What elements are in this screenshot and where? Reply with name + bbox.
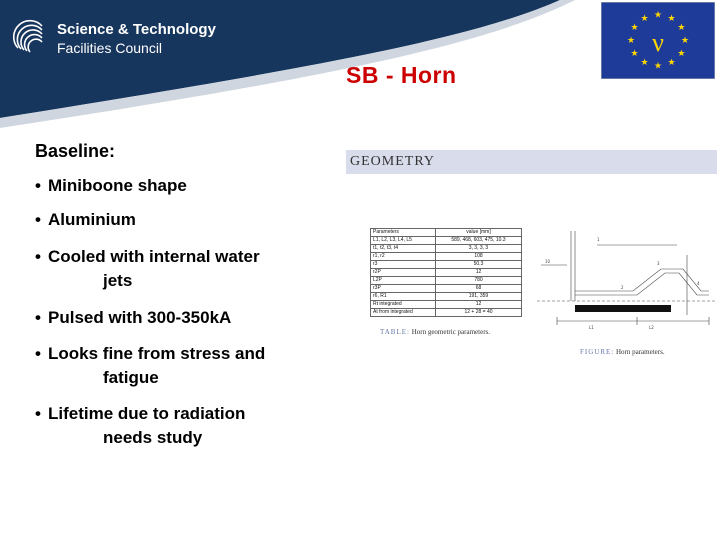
- star-icon: ★: [630, 47, 639, 58]
- bullet-text: Cooled with internal water: [48, 247, 260, 266]
- figure-caption-text: Horn parameters.: [615, 348, 665, 356]
- svg-text:L2: L2: [649, 325, 654, 330]
- table-cell-value: 50.3: [435, 261, 521, 269]
- table-row: [371, 285, 522, 293]
- table-row: [371, 301, 522, 309]
- star-icon: ★: [626, 35, 636, 45]
- horn-geometry-diagram: [537, 225, 715, 335]
- table-row: [371, 261, 522, 269]
- org-name-line1: Science & Technology: [57, 21, 216, 38]
- table-cell-value: 3, 3, 3, 3: [435, 245, 521, 253]
- table-row: [371, 277, 522, 285]
- table-cell-value: 12: [435, 301, 521, 309]
- bullet-text-continued: jets: [103, 271, 133, 290]
- bullet-item: [35, 245, 350, 293]
- svg-text:1: 1: [597, 237, 600, 242]
- bullet-text-continued: needs study: [103, 428, 203, 447]
- org-name-line2: Facilities Council: [57, 40, 163, 56]
- table-cell-parameter: t1, t2, t3, t4: [371, 245, 436, 253]
- svg-text:4: 4: [697, 281, 700, 286]
- star-icon: ★: [630, 22, 639, 33]
- table-cell-parameter: r3P: [371, 285, 436, 293]
- table-cell-value: 12 + 28 = 40: [435, 309, 521, 317]
- table-cell-value: 68: [435, 285, 521, 293]
- bullet-dot-icon: •: [35, 247, 41, 266]
- bullet-item: [35, 306, 350, 330]
- svg-text:2: 2: [621, 285, 624, 290]
- table-cell-parameter: Parameters: [371, 229, 436, 237]
- table-cell-parameter: Rt integrated: [371, 301, 436, 309]
- table-cell-value: 589, 468, 603, 475, 10.3: [435, 237, 521, 245]
- stfc-logo-icon: [12, 18, 52, 58]
- table-cell-value: 108: [435, 253, 521, 261]
- star-icon: ★: [640, 57, 649, 68]
- table-cell-value: 191, 359: [435, 293, 521, 301]
- neutrino-symbol: ν: [652, 28, 664, 57]
- bullet-dot-icon: •: [35, 404, 41, 423]
- table-cell-value: 12: [435, 269, 521, 277]
- star-icon: ★: [667, 57, 676, 68]
- table-cell-parameter: L2P: [371, 277, 436, 285]
- bullet-dot-icon: •: [35, 344, 41, 363]
- figure-caption: [580, 348, 665, 356]
- baseline-heading: Baseline:: [35, 141, 116, 161]
- table-caption-label: TABLE:: [380, 328, 410, 336]
- bullet-item: [35, 342, 350, 390]
- geometry-table: [370, 228, 522, 317]
- slide-title: SB - Horn: [346, 62, 457, 88]
- bullet-text: Looks fine from stress and: [48, 344, 266, 363]
- table-cell-parameter: r2P: [371, 269, 436, 277]
- bullet-item: [35, 402, 350, 450]
- table-row: [371, 253, 522, 261]
- svg-text:L1: L1: [589, 325, 594, 330]
- geometry-heading: GEOMETRY: [350, 154, 435, 169]
- eu-flag-logo: [601, 2, 715, 79]
- table-cell-value: value [mm]: [435, 229, 521, 237]
- bullet-text: Aluminium: [48, 210, 136, 229]
- table-cell-value: 780: [435, 277, 521, 285]
- table-caption-text: Horn geometric parameters.: [411, 328, 491, 336]
- star-icon: ★: [667, 12, 676, 23]
- star-icon: ★: [653, 60, 663, 71]
- bullet-dot-icon: •: [35, 308, 41, 327]
- table-row: [371, 309, 522, 317]
- table-cell-parameter: r6, R1: [371, 293, 436, 301]
- table-row: [371, 229, 522, 237]
- geometry-header-bar: [346, 150, 717, 174]
- org-name: [57, 20, 216, 58]
- table-caption: [380, 328, 490, 336]
- star-icon: ★: [680, 35, 690, 45]
- bullet-text: Pulsed with 300-350kA: [48, 308, 232, 327]
- table-cell-parameter: r3: [371, 261, 436, 269]
- bullet-text: Lifetime due to radiation: [48, 404, 246, 423]
- table-cell-parameter: r1, r2: [371, 253, 436, 261]
- figure-caption-label: FIGURE:: [580, 348, 615, 356]
- table-row: [371, 269, 522, 277]
- bullet-text: Miniboone shape: [48, 176, 187, 195]
- star-icon: ★: [677, 22, 686, 33]
- table-cell-parameter: At from integrated: [371, 309, 436, 317]
- star-icon: ★: [653, 9, 663, 20]
- bullet-dot-icon: •: [35, 210, 41, 229]
- table-row: [371, 237, 522, 245]
- bullet-item: [35, 208, 350, 232]
- star-icon: ★: [677, 47, 686, 58]
- table-cell-parameter: L1, L2, L3, L4, L5: [371, 237, 436, 245]
- bullet-item: [35, 174, 350, 198]
- bullet-text-continued: fatigue: [103, 368, 159, 387]
- svg-text:10: 10: [545, 259, 551, 264]
- table-row: [371, 293, 522, 301]
- svg-text:3: 3: [657, 261, 660, 266]
- bullet-dot-icon: •: [35, 176, 41, 195]
- star-icon: ★: [640, 12, 649, 23]
- table-row: [371, 245, 522, 253]
